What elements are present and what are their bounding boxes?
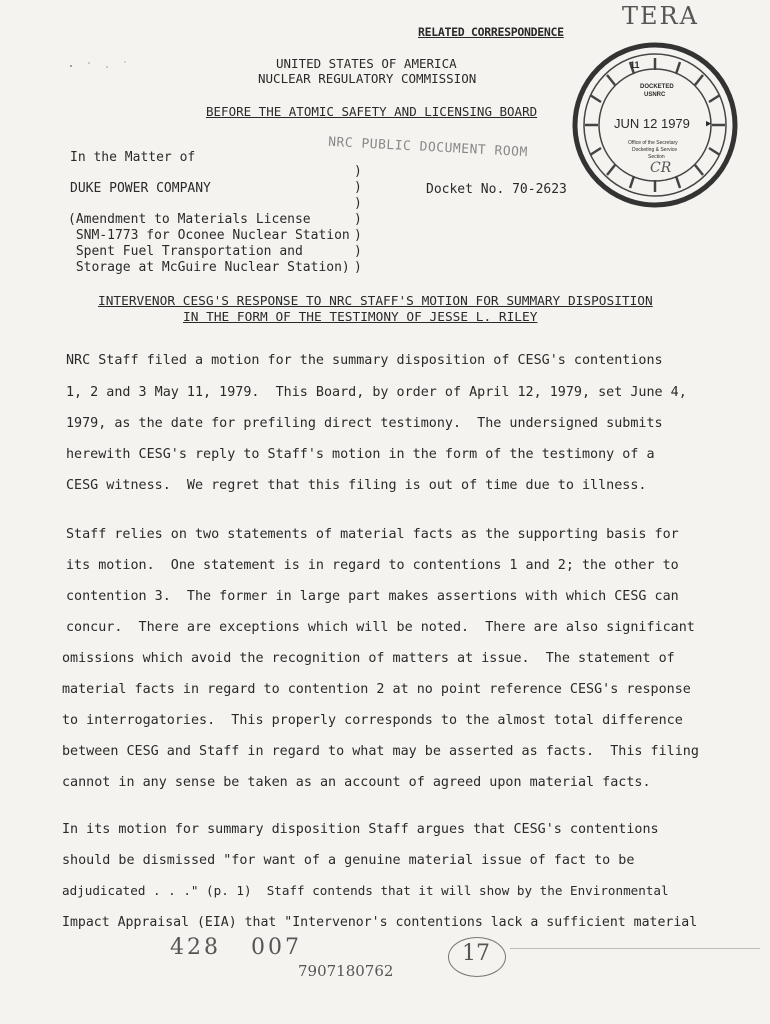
paragraph-line: should be dismissed "for want of a genuine material issue of fact to be [62, 853, 635, 868]
paragraph-line: to interrogatories. This properly corresponds to the almost total difference [62, 713, 683, 728]
docketed-stamp [570, 40, 740, 210]
stamp-docketed: DOCKETED [640, 84, 674, 90]
title-line-1: INTERVENOR CESG'S RESPONSE TO NRC STAFF'S MOTION FOR SUMMARY DISPOSITION [98, 294, 653, 309]
caption-matter: In the Matter of [70, 150, 196, 165]
scan-specks [28, 38, 108, 52]
document-number: 7907180762 [298, 962, 394, 980]
stamp-office-2: Docketing & Service [632, 147, 678, 153]
paragraph-line: between CESG and Staff in regard to what may be asserted as facts. This filing [62, 744, 699, 759]
bottom-rule [510, 948, 760, 949]
handwritten-page-code: 428 007 [170, 935, 302, 960]
caption-amendment-2: SNM-1773 for Oconee Nuclear Station [68, 228, 350, 243]
caption-amendment-3: Spent Fuel Transportation and [68, 244, 303, 259]
caption-amendment-4: Storage at McGuire Nuclear Station) [68, 260, 350, 275]
paragraph-line: Impact Appraisal (EIA) that "Intervenor's contentions lack a sufficient material [62, 915, 698, 930]
stamp-office-3: Section [648, 154, 665, 160]
caption-parens: ) ) ) ) ) ) ) [354, 164, 362, 275]
stamp-arrow-icon: ▶ [706, 119, 712, 129]
handwritten-tera: TERA [622, 2, 699, 30]
paragraph-line: omissions which avoid the recognition of matters at issue. The statement of [62, 651, 675, 666]
paragraph-line: 1979, as the date for prefiling direct testimony. The undersigned submits [66, 416, 663, 431]
caption-amendment-1: (Amendment to Materials License [68, 212, 311, 227]
paragraph-line: adjudicated . . ." (p. 1) Staff contends that it will show by the Environmental [62, 883, 669, 898]
stamp-office-1: Office of the Secretary [628, 140, 678, 146]
paragraph-line: CESG witness. We regret that this filing is out of time due to illness. [66, 478, 647, 493]
title-line-2: IN THE FORM OF THE TESTIMONY OF JESSE L. RILEY [183, 310, 538, 325]
heading-commission: NUCLEAR REGULATORY COMMISSION [258, 71, 477, 86]
pdr-stamp: NRC PUBLIC DOCUMENT ROOM [327, 134, 529, 161]
caption-docket: Docket No. 70-2623 [426, 182, 567, 197]
related-correspondence: RELATED CORRESPONDENCE [418, 25, 564, 39]
caption-company: DUKE POWER COMPANY [70, 181, 211, 196]
paragraph-line: 1, 2 and 3 May 11, 1979. This Board, by order of April 12, 1979, set June 4, [66, 385, 687, 400]
paragraph-line: its motion. One statement is in regard to contentions 1 and 2; the other to [66, 558, 679, 573]
paragraph-line: cannot in any sense be taken as an account of agreed upon material facts. [62, 775, 651, 790]
circled-number-text: 17 [462, 941, 490, 966]
stamp-ring-number: 11 [630, 60, 640, 70]
paragraph-line: contention 3. The former in large part makes assertions with which CESG can [66, 589, 679, 604]
paragraph-line: concur. There are exceptions which will be noted. There are also significant [66, 620, 695, 635]
paragraph-line: NRC Staff filed a motion for the summary disposition of CESG's contentions [66, 353, 663, 368]
heading-country: UNITED STATES OF AMERICA [276, 56, 457, 71]
stamp-date: JUN 12 1979 [614, 116, 690, 131]
paragraph-line: In its motion for summary disposition Staff argues that CESG's contentions [62, 822, 659, 837]
stamp-initials: CR [650, 160, 672, 176]
paragraph-line: material facts in regard to contention 2 at no point reference CESG's response [62, 682, 691, 697]
stamp-usnrc: USNRC [644, 92, 666, 98]
paragraph-line: Staff relies on two statements of material facts as the supporting basis for [66, 527, 679, 542]
paragraph-line: herewith CESG's reply to Staff's motion in the form of the testimony of a [66, 447, 655, 462]
heading-board: BEFORE THE ATOMIC SAFETY AND LICENSING BOARD [206, 104, 538, 119]
